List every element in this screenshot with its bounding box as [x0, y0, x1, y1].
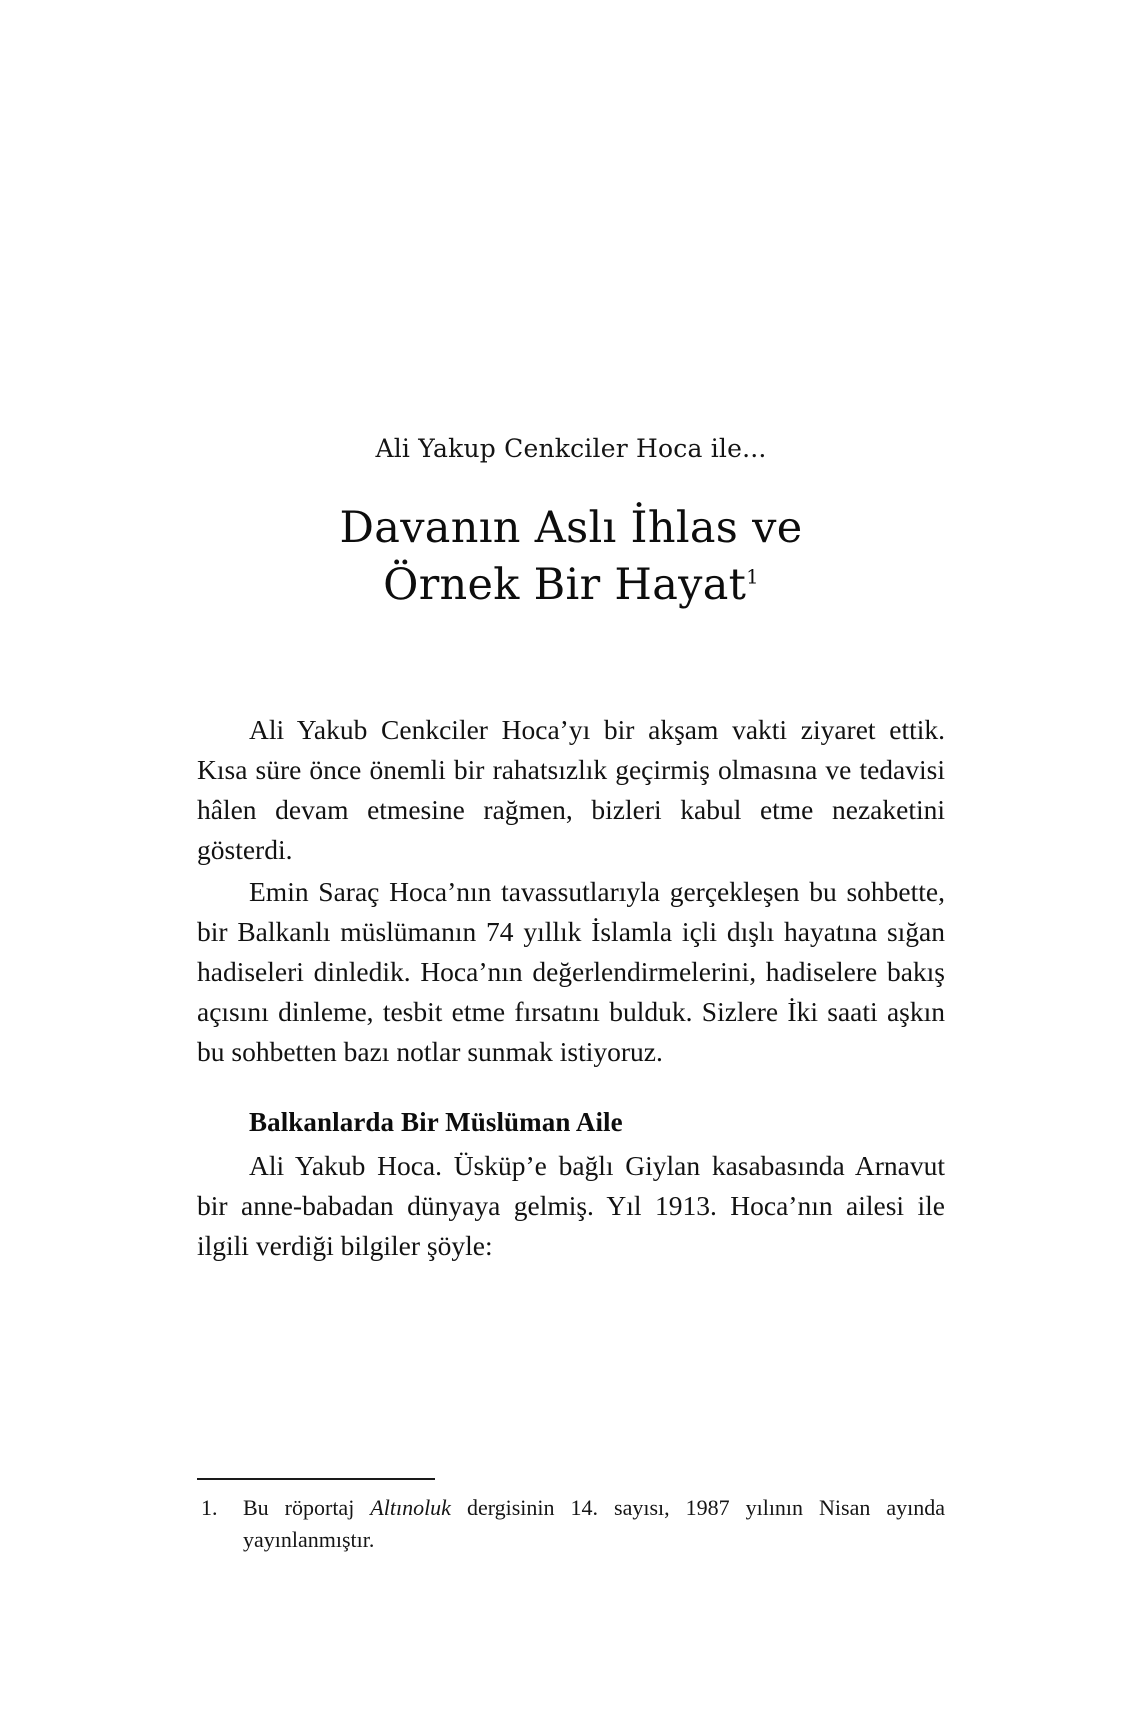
article-kicker: Ali Yakup Cenkciler Hoca ile...: [375, 434, 767, 463]
body-paragraph-2: Emin Saraç Hoca’nın tavassutlarıyla gerçekleşen bu sohbette, bir Balkanlı müslümanın 74 yıllık İslamla içli dışlı hayatına sığan hadiseleri dinledik. Hoca’nın değerlendirmelerini, hadiselere bakış açısını dinleme, tesbit etme fırsatını bulduk. Sizlere İki saati aşkın bu sohbetten bazı notlar sunmak istiyoruz.: [197, 875, 945, 1067]
text-column: [197, 0, 945, 1268]
title-line-1: Davanın Aslı İhlas ve: [339, 503, 803, 553]
section-subheading: Balkanlarda Bir Müslüman Aile: [249, 1106, 623, 1137]
title-line-2: Örnek Bir Hayat: [383, 559, 747, 610]
page-title: [197, 500, 945, 614]
footnote-text-after-italic: dergisinin 14. sayısı, 1987 yılının Nisan ayında yayınlanmıştır.: [243, 1495, 945, 1552]
footnote-marker: 1.: [201, 1495, 218, 1520]
footnote-text-before-italic: Bu röportaj: [243, 1495, 371, 1520]
footnote-journal-name: Altınoluk: [370, 1495, 451, 1520]
footnote-area: [197, 1478, 945, 1556]
footnote-item: [197, 1492, 945, 1556]
body-paragraph-1: Ali Yakub Cenkciler Hoca’yı bir akşam vakti ziyaret ettik. Kısa süre önce önemli bir rahatsızlık geçirmiş olmasına ve tedavisi hâlen devam etmesine rağmen, bizleri kabul etme nezaketini gösterdi.: [197, 713, 945, 865]
article-body: [197, 710, 945, 1266]
title-line-2-wrapper: [197, 557, 945, 614]
body-paragraph-3: Ali Yakub Hoca. Üsküp’e bağlı Giylan kasabasında Arnavut bir anne-babadan dünyaya gelmiş. Yıl 1913. Hoca’nın ailesi ile ilgili verdiği bilgiler şöyle:: [197, 1149, 945, 1261]
title-footnote-marker: 1: [746, 565, 759, 589]
footnote-separator-rule: [197, 1478, 435, 1480]
footnote-text: [243, 1492, 945, 1556]
